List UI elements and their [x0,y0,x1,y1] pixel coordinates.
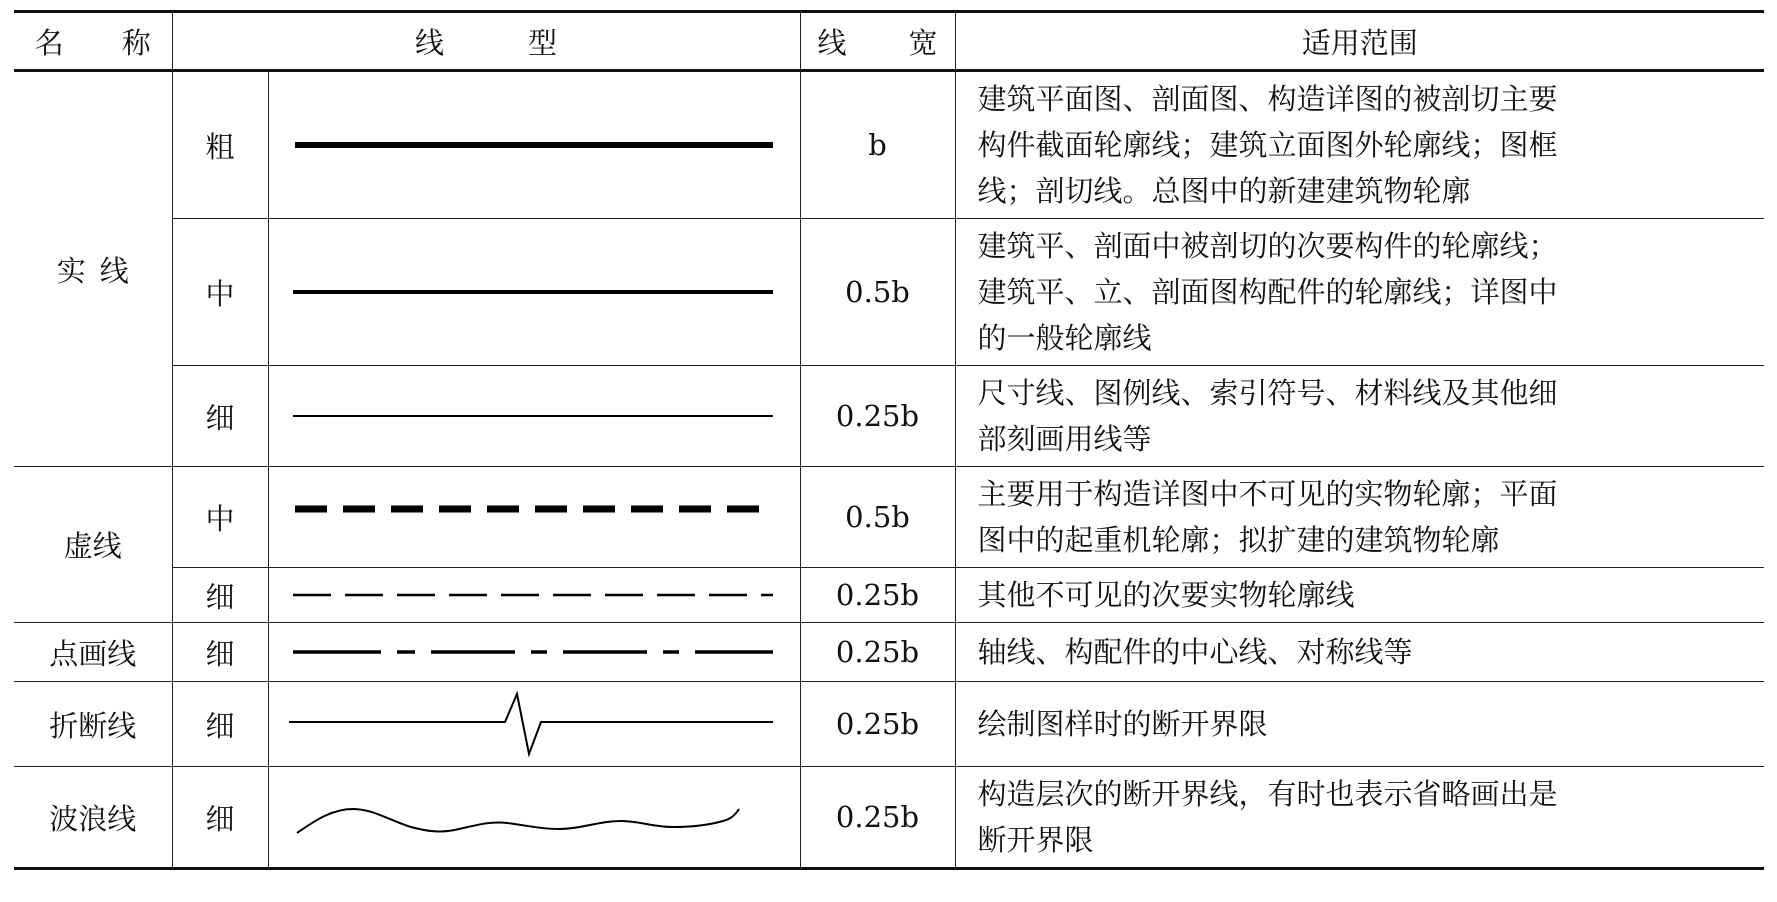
usage-line: 建筑平、立、剖面图构配件的轮廓线；详图中 [977,275,1558,309]
solid-thin-line-graphic [269,386,801,446]
break-line-graphic [269,682,801,766]
line-sample-dashed-thin [268,568,800,623]
kind-cell: 细 [172,568,268,623]
header-type-char-2: 型 [528,25,558,60]
usage-cell [955,71,1764,219]
dashed-thin-line-graphic [269,570,801,620]
usage-line: 建筑平、剖面中被剖切的次要构件的轮廓线； [977,229,1558,263]
dash-dot-line-graphic [269,627,801,677]
width-cell: 0.25b [800,682,955,767]
header-name-char-2: 称 [121,25,151,60]
usage-cell: 轴线、构配件的中心线、对称线等 [955,623,1764,682]
line-sample-solid-medium [268,219,800,366]
width-cell: b [800,71,955,219]
header-line-type [172,12,800,71]
width-cell: 0.25b [800,366,955,467]
usage-cell [955,467,1764,568]
usage-line: 线；剖切线。总图中的新建建筑物轮廓 [977,174,1471,208]
usage-line: 图中的起重机轮廓；拟扩建的建筑物轮廓 [977,523,1500,557]
line-sample-dash-dot [268,623,800,682]
dashed-medium-line-graphic [269,487,801,547]
group-wave-label: 波浪线 [14,767,172,869]
width-cell: 0.5b [800,219,955,366]
kind-cell: 细 [172,366,268,467]
usage-cell [955,219,1764,366]
usage-line: 的一般轮廓线 [977,321,1152,355]
width-cell: 0.25b [800,623,955,682]
table-row [14,682,1764,767]
table-row [14,366,1764,467]
group-dashdot-label: 点画线 [14,623,172,682]
header-type-char-1: 线 [414,25,444,60]
group-break-label: 折断线 [14,682,172,767]
kind-cell: 细 [172,623,268,682]
usage-line: 建筑平面图、剖面图、构造详图的被剖切主要 [977,82,1558,116]
header-width-char-1: 线 [817,25,847,60]
line-sample-break [268,682,800,767]
usage-cell [955,568,1764,623]
line-sample-solid-thick [268,71,800,219]
table-row [14,71,1764,219]
header-row [14,12,1764,71]
line-type-table-container [14,10,1764,870]
width-cell: 0.25b [800,568,955,623]
line-sample-dashed-medium [268,467,800,568]
width-cell: 0.5b [800,467,955,568]
group-solid-label [14,71,172,467]
usage-cell [955,767,1764,869]
kind-cell: 细 [172,767,268,869]
line-sample-wavy [268,767,800,869]
solid-medium-line-graphic [269,262,801,322]
usage-line: 构造层次的断开界线，有时也表示省略画出是 [977,777,1558,811]
wavy-line-graphic [269,775,801,859]
usage-line: 其他不可见的次要实物轮廓线 [977,578,1355,612]
usage-line: 部刻画用线等 [977,422,1152,456]
header-name [14,12,172,71]
width-cell: 0.25b [800,767,955,869]
usage-cell: 绘制图样时的断开界限 [955,682,1764,767]
header-width-char-2: 宽 [908,25,938,60]
table-row [14,219,1764,366]
table-row [14,467,1764,568]
kind-cell: 中 [172,219,268,366]
header-usage: 适用范围 [955,12,1764,71]
table-row [14,767,1764,869]
table-row [14,623,1764,682]
usage-line: 断开界限 [977,823,1094,857]
group-solid-char-2: 线 [99,253,129,288]
header-line-width [800,12,955,71]
kind-cell: 中 [172,467,268,568]
solid-thick-line-graphic [269,115,801,175]
usage-cell [955,366,1764,467]
line-type-table [14,10,1764,870]
line-sample-solid-thin [268,366,800,467]
group-dashed-label: 虚线 [14,467,172,623]
usage-line: 尺寸线、图例线、索引符号、材料线及其他细 [977,376,1558,410]
table-row [14,568,1764,623]
kind-cell: 细 [172,682,268,767]
kind-cell: 粗 [172,71,268,219]
usage-line: 主要用于构造详图中不可见的实物轮廓；平面 [977,477,1558,511]
group-solid-char-1: 实 [56,253,86,288]
header-name-char-1: 名 [34,25,64,60]
usage-line: 构件截面轮廓线；建筑立面图外轮廓线；图框 [977,128,1558,162]
